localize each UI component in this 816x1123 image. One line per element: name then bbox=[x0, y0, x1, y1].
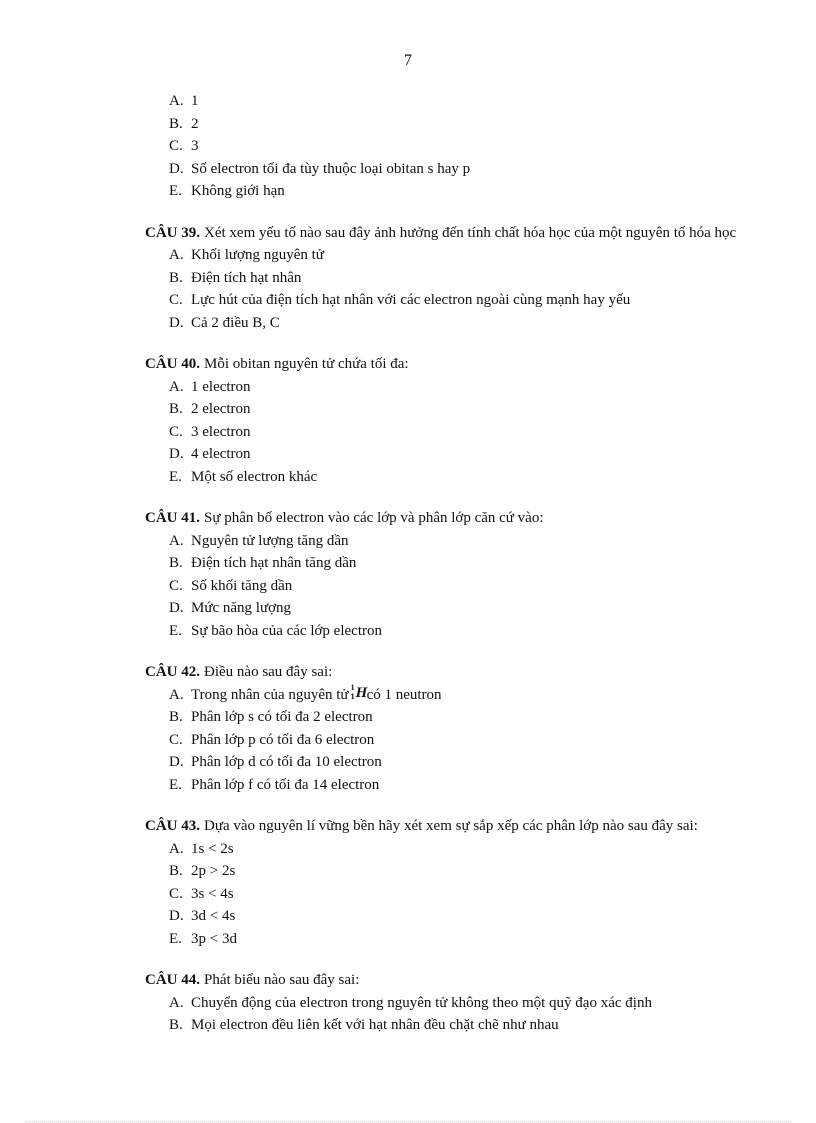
option-text: 3s < 4s bbox=[191, 885, 234, 902]
option-text: Chuyển động của electron trong nguyên tử không theo một quỹ đạo xác định bbox=[191, 994, 652, 1011]
option-item bbox=[169, 838, 775, 861]
question-stem bbox=[145, 222, 775, 245]
option-letter: C. bbox=[169, 292, 183, 308]
option-text: Số electron tối đa tùy thuộc loại obitan s hay p bbox=[191, 160, 471, 177]
option-item bbox=[169, 113, 775, 136]
option-letter: D. bbox=[169, 908, 184, 924]
question-text: Sự phân bố electron vào các lớp và phân lớp căn cứ vào: bbox=[204, 510, 544, 526]
option-item bbox=[169, 620, 775, 643]
option-letter: D. bbox=[169, 314, 184, 331]
option-item bbox=[169, 398, 775, 421]
question-text: Phát biểu nào sau đây sai: bbox=[204, 972, 360, 988]
option-letter: B. bbox=[169, 269, 183, 286]
option-text: Điện tích hạt nhân tăng dần bbox=[191, 555, 357, 571]
option-item bbox=[169, 267, 775, 290]
question-40 bbox=[145, 353, 775, 488]
option-text: 3 bbox=[191, 138, 199, 154]
page-number: 7 bbox=[404, 52, 412, 69]
option-item bbox=[169, 860, 775, 883]
option-item bbox=[169, 180, 775, 203]
option-text: Mọi electron đều liên kết với hạt nhân đều chặt chẽ như nhau bbox=[191, 1017, 559, 1033]
answer-options bbox=[145, 530, 775, 643]
option-letter: B. bbox=[169, 401, 183, 417]
option-text: 3d < 4s bbox=[191, 908, 236, 924]
option-letter: A. bbox=[169, 686, 184, 703]
option-item bbox=[169, 1014, 775, 1037]
question-text: Xét xem yếu tố nào sau đây ảnh hưởng đến tính chất hóa học của một nguyên tố hóa học bbox=[204, 224, 737, 241]
question-label: CÂU 44. bbox=[145, 972, 200, 988]
answer-options bbox=[145, 684, 775, 797]
question-stem bbox=[145, 815, 775, 838]
question-stem bbox=[145, 969, 775, 992]
option-item bbox=[169, 135, 775, 158]
question-text: Mỗi obitan nguyên tử chứa tối đa: bbox=[204, 356, 409, 372]
option-item bbox=[169, 376, 775, 399]
atomic-number: 1 bbox=[350, 691, 355, 701]
option-text: Điện tích hạt nhân bbox=[191, 269, 302, 286]
option-text: Phân lớp p có tối đa 6 electron bbox=[191, 731, 375, 748]
option-item bbox=[169, 751, 775, 774]
document-body bbox=[145, 90, 775, 1037]
question-44 bbox=[145, 969, 775, 1037]
option-item bbox=[169, 90, 775, 113]
option-text: Nguyên tử lượng tăng dần bbox=[191, 532, 349, 549]
option-letter: D. bbox=[169, 600, 184, 616]
option-text: 1 bbox=[191, 93, 199, 109]
option-item bbox=[169, 421, 775, 444]
option-letter: C. bbox=[169, 885, 183, 902]
option-letter: A. bbox=[169, 532, 184, 549]
option-item bbox=[169, 443, 775, 466]
option-letter: A. bbox=[169, 247, 184, 263]
option-item bbox=[169, 992, 775, 1015]
option-text: Trong nhân của nguyên tử bbox=[191, 686, 349, 703]
option-item bbox=[169, 158, 775, 181]
option-text: Mức năng lượng bbox=[191, 600, 292, 616]
option-letter: C. bbox=[169, 138, 183, 154]
option-text: 2p > 2s bbox=[191, 863, 236, 879]
option-text: Phân lớp f có tối đa 14 electron bbox=[191, 776, 380, 793]
option-text: Cả 2 điều B, C bbox=[191, 314, 280, 331]
question-label: CÂU 41. bbox=[145, 510, 200, 526]
option-item bbox=[169, 928, 775, 951]
option-letter: B. bbox=[169, 555, 183, 571]
option-text: 2 bbox=[191, 115, 199, 132]
question-stem bbox=[145, 661, 775, 684]
option-letter: E. bbox=[169, 776, 182, 793]
question-label: CÂU 43. bbox=[145, 818, 200, 834]
question-42 bbox=[145, 661, 775, 796]
prev-question-options bbox=[145, 90, 775, 203]
option-text: 2 electron bbox=[191, 401, 251, 417]
option-letter: A. bbox=[169, 994, 184, 1011]
option-letter: A. bbox=[169, 840, 184, 857]
option-item bbox=[169, 312, 775, 335]
option-letter: D. bbox=[169, 446, 184, 462]
question-label: CÂU 42. bbox=[145, 664, 200, 680]
mass-number: 1 bbox=[350, 682, 355, 692]
option-letter: B. bbox=[169, 1017, 183, 1033]
option-letter: E. bbox=[169, 622, 182, 639]
hydrogen-nuclide-symbol bbox=[350, 682, 368, 701]
option-item bbox=[169, 597, 775, 620]
option-item bbox=[169, 729, 775, 752]
answer-options bbox=[145, 992, 775, 1037]
answer-options bbox=[145, 244, 775, 334]
option-item bbox=[169, 706, 775, 729]
option-text: Số khối tăng dần bbox=[191, 577, 293, 594]
option-letter: C. bbox=[169, 731, 183, 748]
question-stem bbox=[145, 353, 775, 376]
question-text: Điều nào sau đây sai: bbox=[204, 664, 333, 680]
question-43 bbox=[145, 815, 775, 950]
option-letter: B. bbox=[169, 863, 183, 879]
option-item bbox=[169, 905, 775, 928]
question-41 bbox=[145, 507, 775, 642]
option-letter: E. bbox=[169, 930, 182, 947]
option-item bbox=[169, 530, 775, 553]
question-39 bbox=[145, 222, 775, 335]
option-letter: E. bbox=[169, 468, 182, 485]
option-text: 4 electron bbox=[191, 446, 251, 462]
option-letter: A. bbox=[169, 378, 184, 395]
page-bottom-divider bbox=[25, 1121, 791, 1122]
option-text: Khối lượng nguyên tử bbox=[191, 247, 324, 263]
option-item bbox=[169, 684, 775, 707]
option-item bbox=[169, 289, 775, 312]
option-item bbox=[169, 244, 775, 267]
option-text: Phân lớp s có tối đa 2 electron bbox=[191, 709, 373, 725]
option-item bbox=[169, 466, 775, 489]
option-item bbox=[169, 883, 775, 906]
option-letter: B. bbox=[169, 709, 183, 725]
option-letter: A. bbox=[169, 93, 184, 109]
option-letter: E. bbox=[169, 183, 182, 199]
option-letter: D. bbox=[169, 754, 184, 770]
option-text: 1 electron bbox=[191, 378, 251, 395]
option-letter: B. bbox=[169, 115, 183, 132]
option-text: Một số electron khác bbox=[191, 468, 318, 485]
option-item bbox=[169, 552, 775, 575]
question-label: CÂU 39. bbox=[145, 224, 200, 241]
option-text: 3p < 3d bbox=[191, 930, 237, 947]
option-text: Sự bão hòa của các lớp electron bbox=[191, 622, 382, 639]
option-text: 1s < 2s bbox=[191, 840, 234, 857]
option-text: Lực hút của điện tích hạt nhân với các electron ngoài cùng mạnh hay yếu bbox=[191, 292, 631, 308]
option-text: Không giới hạn bbox=[191, 183, 285, 199]
option-text-after: có 1 neutron bbox=[366, 686, 442, 703]
option-letter: C. bbox=[169, 577, 183, 594]
answer-options bbox=[145, 376, 775, 489]
question-label: CÂU 40. bbox=[145, 356, 200, 372]
option-text: Phân lớp d có tối đa 10 electron bbox=[191, 754, 382, 770]
nuclide-numbers bbox=[351, 683, 355, 701]
question-text: Dựa vào nguyên lí vững bền hãy xét xem sự sắp xếp các phân lớp nào sau đây sai: bbox=[204, 818, 698, 834]
option-item bbox=[169, 575, 775, 598]
option-letter: C. bbox=[169, 423, 183, 440]
option-text: 3 electron bbox=[191, 423, 251, 440]
option-letter: D. bbox=[169, 160, 184, 177]
element-symbol: H bbox=[355, 684, 368, 701]
answer-options bbox=[145, 838, 775, 951]
question-stem bbox=[145, 507, 775, 530]
option-item bbox=[169, 774, 775, 797]
